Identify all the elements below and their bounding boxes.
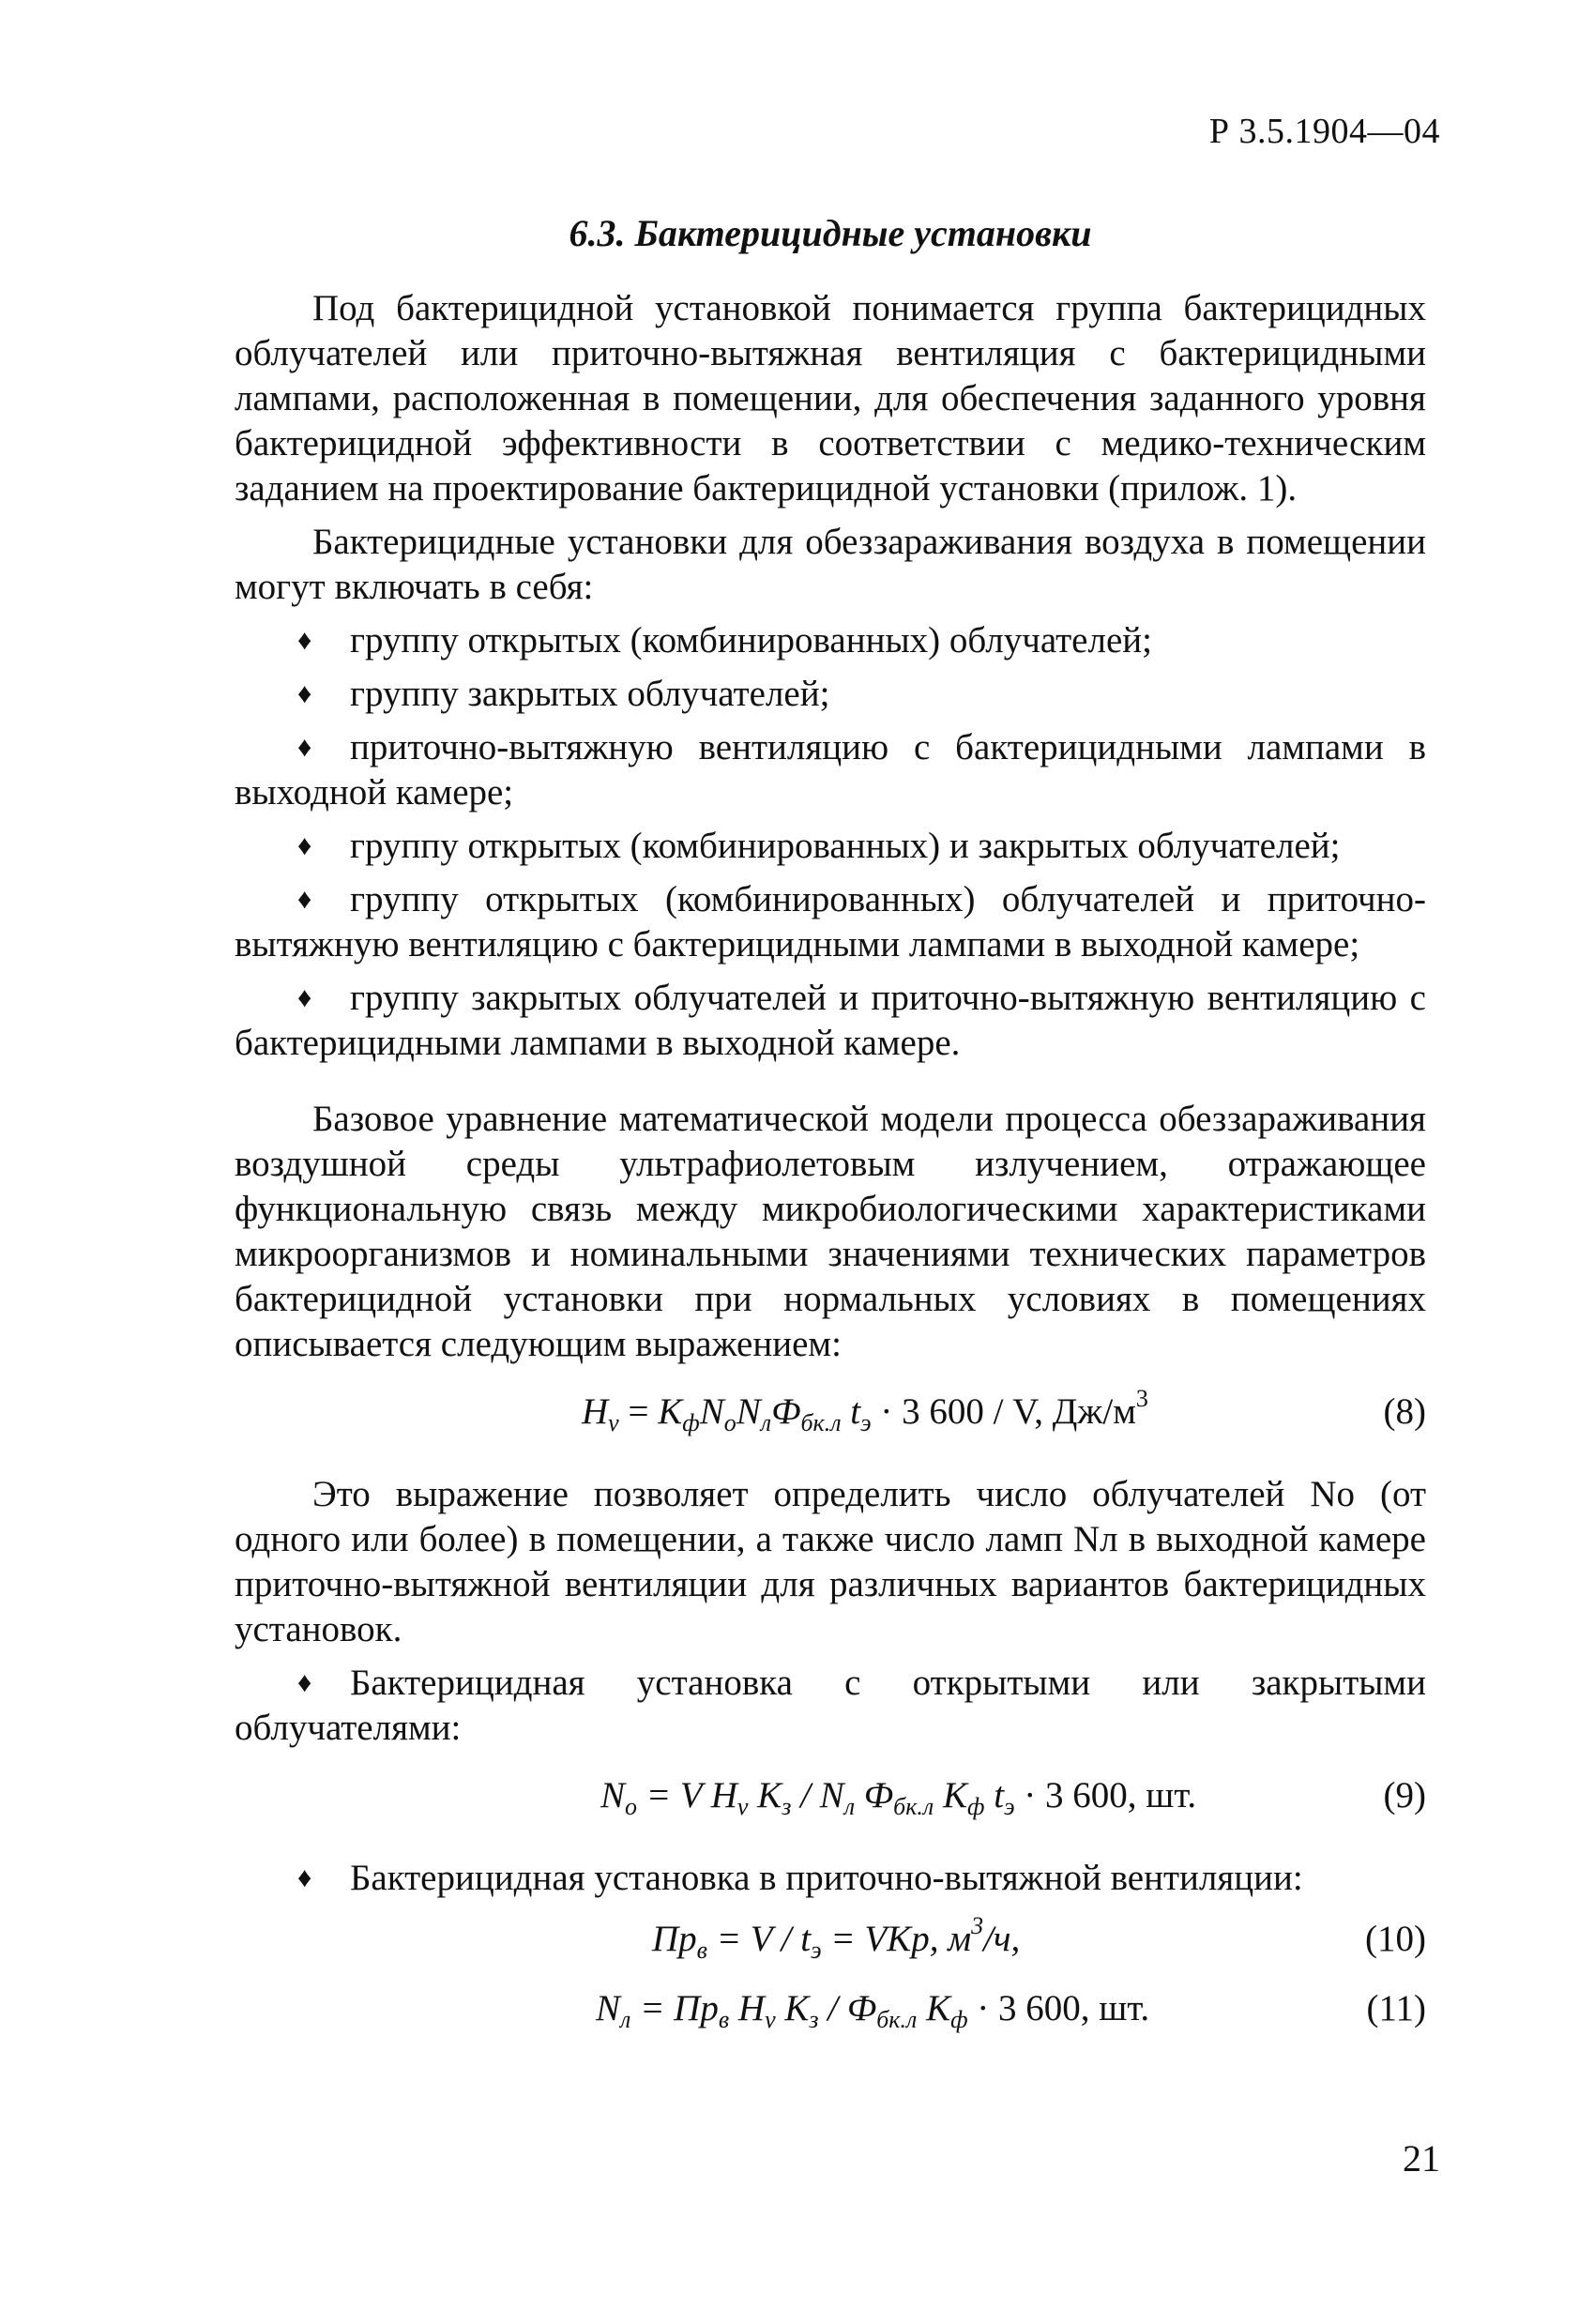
bullet-diamond-icon: ♦ <box>297 625 312 656</box>
formula-10-number: (10) <box>1365 1919 1426 1959</box>
formula-8 <box>235 1382 1426 1444</box>
list-item-text: группу закрытых облучателей и приточно-вытяжную вентиляцию с бактерицидными лампами в выходной камере. <box>235 978 1426 1063</box>
formula-9-expression: $N_о = V$ $H_v$ $K_з / N_л$ $Ф_{бк.л}$ $K_ф$ $t_э \cdot 3$ 600, шт. <box>600 1775 1197 1820</box>
list-item <box>235 1661 1426 1751</box>
list-item-text: группу открытых (комбинированных) облучателей и приточно-вытяжную вентиляцию с бактерицидными лампами в выходной камере; <box>235 879 1426 965</box>
page-number: 21 <box>1403 2137 1440 2180</box>
list-item <box>235 672 1426 717</box>
formula-10 <box>235 1909 1426 1971</box>
formula-9-number: (9) <box>1383 1775 1426 1815</box>
bullet-diamond-icon: ♦ <box>297 982 312 1013</box>
list-item-text: группу закрытых облучателей; <box>350 674 830 714</box>
formula-8-expression: $H_v = K_фN_оN_лФ_{бк.л}$ $t_э \cdot 3$ 600 / V, $Дж/м^3$ <box>582 1385 1148 1436</box>
spacer <box>235 1074 1426 1097</box>
document-code: Р 3.5.1904—04 <box>1208 112 1440 151</box>
list-item-text: приточно-вытяжную вентиляцию с бактерицидными лампами в выходной камере; <box>235 727 1426 813</box>
paragraph-expression-usage: Это выражение позволяет определить число облучателей Nо (от одного или более) в помещении, а также число ламп Nл в выходной камере приточно-вытяжной вентиляции для различных вариантов бактерицидных установок. <box>235 1474 1426 1649</box>
formula-11-expression: $N_л = Пр_в$ $H_v$ $K_з / Ф_{бк.л}$ $K_ф \cdot 3$ 600, шт. <box>596 1988 1150 2033</box>
page-content <box>235 211 1426 2069</box>
list-item-text: группу открытых (комбинированных) и закрытых облучателей; <box>350 826 1341 866</box>
formula-8-number: (8) <box>1383 1391 1426 1432</box>
bullet-diamond-icon: ♦ <box>297 884 312 915</box>
bullet-diamond-icon: ♦ <box>297 1667 312 1698</box>
bullet-diamond-icon: ♦ <box>297 732 312 763</box>
formula-11-number: (11) <box>1366 1988 1426 2028</box>
list-item <box>235 618 1426 663</box>
paragraph-definition: Под бактерицидной установкой понимается группа бактерицидных облучателей или приточно-вытяжная вентиляция с бактерицидными лампами, расположенная в помещении, для обеспечения заданного уровня бактерицидной эффективности в соответствии с медико-техническим заданием на проектирование бактерицидной установки (прилож. 1). <box>235 288 1426 509</box>
list-item <box>235 976 1426 1066</box>
bullet-diamond-icon: ♦ <box>297 678 312 709</box>
list-item-text: Бактерицидная установка в приточно-вытяжной вентиляции: <box>350 1858 1303 1898</box>
section-title: 6.3. Бактерицидные установки <box>569 212 1092 254</box>
paragraph-base-equation: Базовое уравнение математической модели процесса обеззараживания воздушной среды ультрафиолетовым излучением, отражающее функциональную связь между микробиологическими характеристиками микроорганизмов и номинальными значениями технических параметров бактерицидной установки при нормальных условиях в помещениях описывается следующим выражением: <box>235 1099 1426 1364</box>
list-item <box>235 1856 1426 1901</box>
bullet-diamond-icon: ♦ <box>297 830 312 861</box>
list-item <box>235 877 1426 967</box>
list-item-text: группу открытых (комбинированных) облучателей; <box>350 620 1152 661</box>
bullet-diamond-icon: ♦ <box>297 1862 312 1893</box>
paragraph-composition: Бактерицидные установки для обеззараживания воздуха в помещении могут включать в себя: <box>235 522 1426 607</box>
list-item <box>235 725 1426 815</box>
formula-11 <box>235 1979 1426 2041</box>
formula-9 <box>235 1766 1426 1828</box>
list-item-text: Бактерицидная установка с открытыми или закрытыми облучателями: <box>235 1663 1426 1748</box>
formula-10-expression: $Пр_в = V / t_э$ = VKр, $м^3/ч$, <box>652 1912 1021 1964</box>
list-item <box>235 824 1426 869</box>
